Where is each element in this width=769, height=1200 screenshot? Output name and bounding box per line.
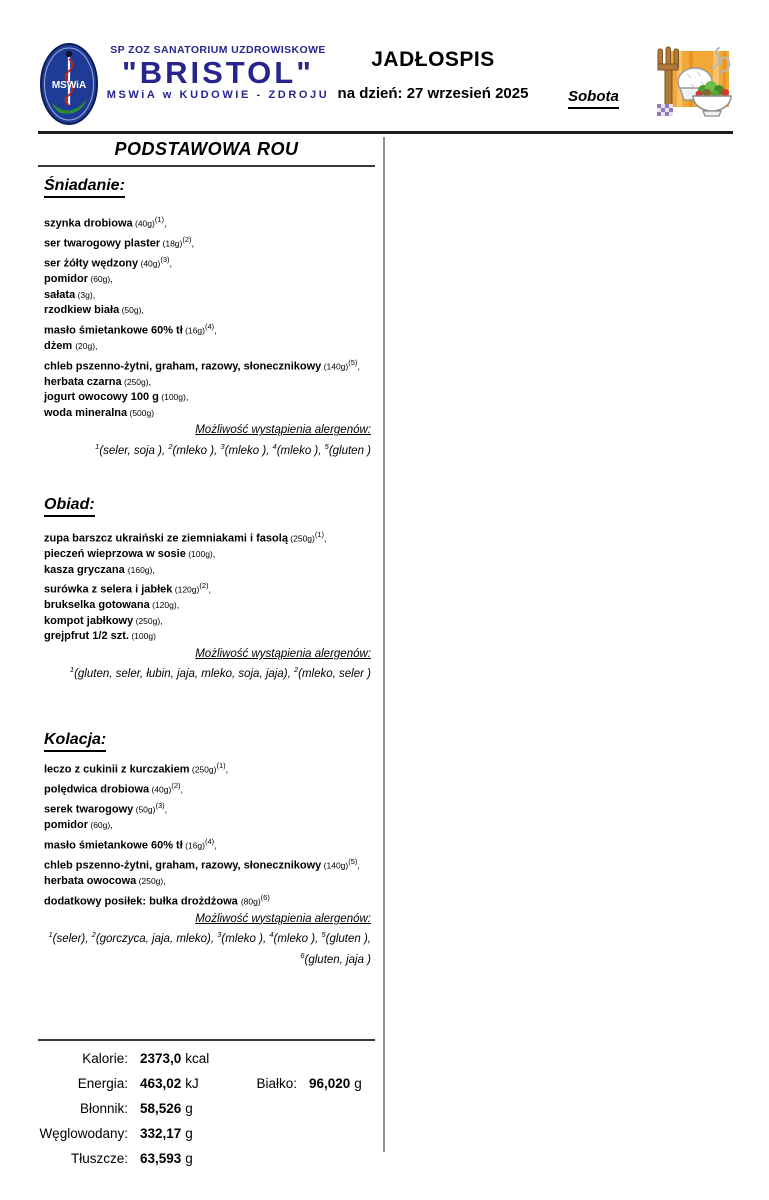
nutrition-unit: g [185, 1100, 193, 1116]
item-separator: , [110, 274, 113, 285]
menu-item [44, 874, 375, 890]
item-separator: , [92, 289, 96, 300]
menu-item [44, 890, 375, 910]
allergen-number: 1 [95, 441, 100, 451]
menu-item [44, 232, 375, 252]
allergen-number: 3 [220, 441, 225, 451]
item-separator: , [152, 564, 155, 575]
menu-item [44, 252, 375, 272]
menu-item-weight: (16g) [182, 325, 205, 336]
meal-title-text: Obiad: [44, 496, 95, 517]
nutrition-unit: g [354, 1075, 362, 1091]
menu-item [44, 578, 375, 598]
allergen-title: Możliwość wystąpienia alergenów: [195, 912, 371, 925]
menu-item-weight: (18g) [160, 238, 183, 249]
menu-item [44, 375, 375, 391]
menu-item [44, 355, 375, 375]
menu-item [44, 758, 375, 778]
item-separator: , [225, 764, 229, 775]
menu-item-weight: (250g) [133, 615, 161, 626]
menu-item [44, 406, 375, 422]
meal-item-list [44, 212, 375, 421]
menu-item-weight: (80g) [240, 896, 261, 907]
nutrition-label: Białko: [256, 1075, 297, 1091]
allergen-ref: (6) [260, 892, 270, 902]
menu-item-name: jogurt owocowy 100 g [44, 391, 159, 404]
allergen-number: 2 [91, 930, 96, 940]
allergen-number: 4 [269, 930, 274, 940]
menu-date: na dzień: 27 wrzesień 2025 [337, 85, 529, 102]
item-separator: , [160, 615, 163, 626]
header-divider [38, 131, 733, 134]
item-separator: , [169, 258, 173, 269]
allergen-ref: (3) [160, 255, 170, 265]
item-separator: , [214, 840, 217, 851]
item-separator: , [164, 218, 167, 229]
allergen-number: 4 [272, 441, 277, 451]
nutrition-value: 96,020 [309, 1075, 351, 1091]
allergen-block [38, 912, 375, 968]
menu-item-name: kasza gryczana [44, 563, 128, 576]
meal-title-text: Śniadanie: [44, 177, 125, 198]
nutrition-label: Błonnik: [79, 1100, 128, 1116]
nutrition-value: 63,593 [140, 1150, 182, 1166]
meal-item-list [44, 758, 375, 910]
menu-item-name: zupa barszcz ukraiński ze ziemniakami i fasolą [44, 532, 288, 545]
meal-title [44, 177, 375, 198]
allergen-number: 6 [300, 950, 305, 960]
menu-item [44, 339, 375, 355]
meal-item-list [44, 527, 375, 645]
allergen-title: Możliwość wystąpienia alergenów: [195, 647, 371, 660]
allergen-list: (gorczyca, jaja, mleko), [95, 933, 218, 946]
menu-item-name: herbata czarna [44, 375, 122, 388]
mswia-emblem-icon [40, 43, 98, 125]
menu-item [44, 614, 375, 630]
nutrition-unit: kJ [185, 1075, 199, 1091]
item-separator: , [214, 325, 217, 336]
menu-item-name: grejpfrut 1/2 szt. [44, 630, 129, 643]
menu-item-name: brukselka gotowana [44, 599, 150, 612]
nutrition-unit: kcal [185, 1050, 210, 1066]
meal-title [44, 731, 375, 752]
nutrition-value: 332,17 [140, 1125, 182, 1141]
menu-item-weight: (40g) [149, 784, 172, 795]
menu-item-weight: (100g) [158, 392, 186, 403]
diet-name: PODSTAWOWA ROU [114, 139, 299, 159]
menu-item-weight: (120g) [172, 584, 200, 595]
allergen-list: (gluten ), [325, 933, 371, 946]
menu-item-name: herbata owocowa [44, 875, 137, 888]
allergen-list: (gluten, seler, łubin, jaja, mleko, soja, jaja), [74, 668, 294, 681]
nutrition-summary [38, 1039, 375, 1171]
menu-column [38, 139, 375, 1189]
organization-block [99, 44, 337, 101]
allergen-list: (mleko ), [221, 933, 270, 946]
nutrition-row [38, 1121, 375, 1146]
allergen-list: (seler, soja ), [99, 444, 169, 457]
food-bowl-icon [655, 46, 735, 122]
menu-item-weight: (20g) [75, 341, 96, 352]
menu-item-weight: (50g) [119, 305, 142, 316]
item-separator: , [185, 392, 189, 403]
allergen-list: (seler), [52, 933, 92, 946]
menu-item-weight: (40g) [138, 258, 161, 269]
item-separator: , [110, 820, 113, 831]
menu-item-name: pomidor [44, 819, 88, 832]
nutrition-label: Kalorie: [82, 1050, 128, 1066]
meals-container [38, 177, 375, 968]
item-separator: , [148, 376, 152, 387]
menu-item-weight: (250g) [189, 764, 217, 775]
menu-item [44, 212, 375, 232]
meal-section-kolacja [38, 731, 375, 968]
allergen-number: 3 [217, 930, 222, 940]
item-separator: , [95, 341, 98, 352]
allergen-list: (mleko ), [276, 444, 325, 457]
menu-item-name: dodatkowy posiłek: bułka drożdżowa [44, 895, 241, 908]
item-separator: , [180, 784, 184, 795]
item-separator: , [324, 533, 327, 544]
allergen-ref: (2) [182, 235, 192, 245]
menu-item [44, 303, 375, 319]
menu-item-name: ser twarogowy plaster [44, 237, 161, 250]
allergen-block [38, 423, 375, 459]
menu-item-weight: (160g) [127, 564, 153, 575]
document-title: JADŁOSPIS [371, 48, 495, 71]
allergen-number: 2 [168, 441, 173, 451]
menu-item [44, 818, 375, 834]
allergen-title: Możliwość wystąpienia alergenów: [195, 424, 371, 437]
menu-item [44, 834, 375, 854]
item-separator: , [141, 305, 144, 316]
allergen-number: 5 [321, 930, 326, 940]
menu-item [44, 288, 375, 304]
title-block [333, 48, 533, 102]
diet-title-block [38, 139, 375, 167]
allergen-list: (mleko ), [172, 444, 221, 457]
menu-item [44, 272, 375, 288]
menu-item [44, 854, 375, 874]
menu-item [44, 527, 375, 547]
item-separator: , [191, 238, 195, 249]
menu-item-name: surówka z selera i jabłek [44, 583, 173, 596]
menu-item-weight: (60g) [88, 820, 111, 831]
menu-item-name: szynka drobiowa [44, 217, 133, 230]
nutrition-unit: g [185, 1125, 193, 1141]
meal-section-sniadanie [38, 177, 375, 459]
menu-item-weight: (100g) [185, 549, 213, 560]
item-separator: , [176, 600, 180, 611]
allergen-number: 1 [69, 665, 75, 675]
nutrition-value: 58,526 [140, 1100, 182, 1116]
menu-item-name: chleb pszenno-żytni, graham, razowy, słonecznikowy [44, 360, 322, 373]
menu-item-name: dżem [44, 340, 76, 353]
menu-item-name: chleb pszenno-żytni, graham, razowy, słonecznikowy [44, 859, 322, 872]
menu-item-weight: (60g) [88, 274, 111, 285]
menu-item-weight: (3g) [75, 289, 93, 300]
allergen-ref: (4) [205, 836, 215, 846]
menu-item-weight: (140g) [321, 860, 349, 871]
column-divider [383, 137, 385, 1152]
item-separator: , [163, 876, 166, 887]
menu-item-weight: (140g) [321, 361, 349, 372]
menu-item-name: ser żółty wędzony [44, 257, 139, 270]
allergen-block [38, 647, 375, 683]
allergen-number: 2 [293, 665, 299, 675]
item-separator: , [164, 804, 168, 815]
menu-item [44, 629, 375, 645]
item-separator: , [357, 361, 360, 372]
allergen-ref: (3) [155, 801, 165, 811]
menu-item-name: kompot jabłkowy [44, 614, 134, 627]
menu-item-weight: (250g) [121, 376, 149, 387]
nutrition-divider [38, 1039, 375, 1041]
menu-item-name: serek twarogowy [44, 803, 134, 816]
menu-item-weight: (100g) [128, 631, 156, 642]
allergen-line [38, 662, 371, 682]
nutrition-label: Węglowodany: [39, 1125, 128, 1141]
menu-item [44, 319, 375, 339]
item-separator: , [208, 584, 212, 595]
menu-item-name: polędwica drobiowa [44, 783, 150, 796]
allergen-ref: (5) [348, 357, 358, 367]
allergen-ref: (4) [205, 321, 215, 331]
allergen-list: (mleko ), [273, 933, 322, 946]
allergen-ref: (1) [154, 215, 165, 224]
organization-location: MSWiA w KUDOWIE - ZDROJU [106, 89, 330, 101]
allergen-line [38, 927, 371, 947]
menu-item-weight: (500g) [127, 407, 155, 418]
nutrition-extra [217, 1071, 362, 1096]
menu-item-weight: (40g) [132, 218, 155, 229]
nutrition-row [38, 1046, 375, 1071]
menu-item-weight: (250g) [287, 533, 315, 544]
menu-item-name: pieczeń wieprzowa w sosie [44, 548, 186, 561]
menu-item-weight: (120g) [149, 600, 177, 611]
organization-name: "BRISTOL" [122, 55, 314, 90]
allergen-ref: (1) [314, 530, 325, 540]
allergen-line [38, 439, 371, 459]
nutrition-value: 463,02 [140, 1075, 182, 1091]
menu-item [44, 598, 375, 614]
allergen-ref: (1) [216, 760, 226, 770]
allergen-list: (mleko, seler ) [298, 668, 371, 681]
menu-item-name: leczo z cukinii z kurczakiem [44, 763, 190, 776]
nutrition-row [38, 1146, 375, 1171]
menu-item-name: woda mineralna [44, 406, 128, 419]
menu-item-name: rzodkiew biała [44, 304, 120, 317]
allergen-list: (mleko ), [224, 444, 273, 457]
allergen-ref: (2) [171, 780, 181, 790]
menu-item [44, 778, 375, 798]
item-separator: , [357, 860, 360, 871]
allergen-number: 1 [48, 930, 53, 940]
svg-text:MSWiA: MSWiA [51, 80, 87, 91]
menu-item-weight: (16g) [182, 840, 205, 851]
allergen-list: (gluten, jaja ) [304, 953, 371, 966]
menu-item [44, 798, 375, 818]
menu-item [44, 547, 375, 563]
nutrition-row [38, 1071, 375, 1096]
menu-item-name: pomidor [44, 273, 88, 286]
allergen-number: 5 [324, 441, 329, 451]
nutrition-label: Tłuszcze: [70, 1150, 128, 1166]
menu-item-name: masło śmietankowe 60% tł [44, 839, 183, 852]
weekday-label: Sobota [568, 88, 619, 109]
allergen-list: (gluten ) [328, 444, 371, 457]
meal-title-text: Kolacja: [44, 731, 106, 752]
menu-item-name: sałata [44, 288, 76, 301]
menu-item-name: masło śmietankowe 60% tł [44, 324, 183, 337]
header [0, 0, 769, 133]
menu-item-weight: (250g) [136, 876, 164, 887]
allergen-line [38, 948, 371, 968]
meal-title [44, 496, 375, 517]
menu-item [44, 390, 375, 406]
item-separator: , [212, 549, 216, 560]
allergen-ref: (5) [348, 856, 358, 866]
nutrition-rows [38, 1046, 375, 1171]
meal-section-obiad [38, 496, 375, 683]
allergen-ref: (2) [199, 581, 209, 591]
nutrition-row [38, 1096, 375, 1121]
nutrition-unit: g [185, 1150, 193, 1166]
nutrition-label: Energia: [77, 1075, 128, 1091]
menu-item [44, 563, 375, 579]
menu-item-weight: (50g) [133, 804, 156, 815]
organization-type: SP ZOZ SANATORIUM UZDROWISKOWE [110, 44, 326, 56]
nutrition-value: 2373,0 [140, 1050, 182, 1066]
